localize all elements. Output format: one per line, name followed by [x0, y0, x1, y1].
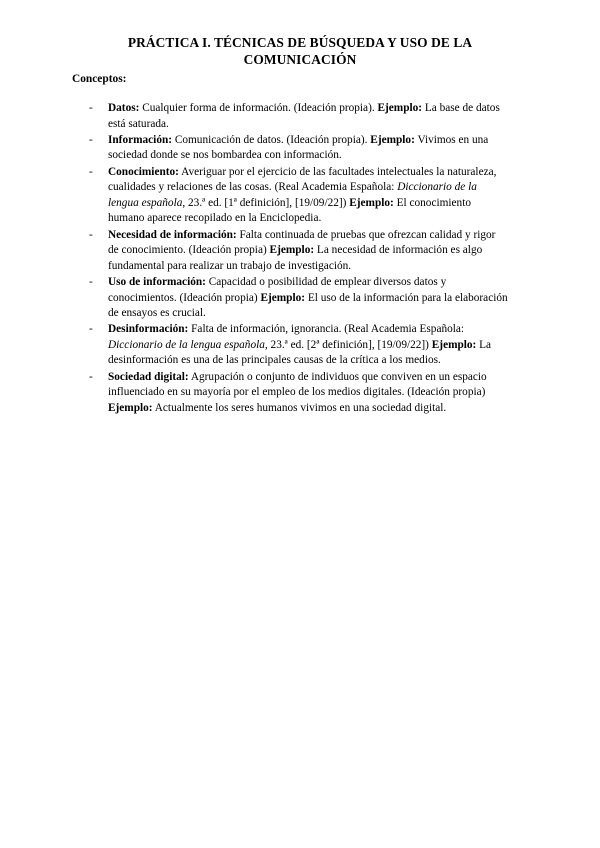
example-label: Ejemplo: — [377, 102, 423, 114]
concept-term: Datos: — [108, 102, 140, 114]
section-label-conceptos: Conceptos: — [72, 73, 127, 85]
example-label: Ejemplo: — [431, 338, 477, 351]
source-details: , 23.ª ed. [2ª definición], [19/09/22]) — [264, 338, 432, 351]
concept-definition: Falta continuada de pruebas que ofrezcan calidad y rigor de conocimiento. (Ideación propia) — [108, 228, 496, 257]
source-title: Diccionario de la lengua española — [108, 181, 477, 209]
bullet-dash: - — [89, 133, 93, 146]
bullet-dash: - — [89, 228, 93, 241]
bullet-dash: - — [89, 275, 93, 288]
concept-term: Información: — [108, 133, 173, 146]
concept-item-necesidad-de-informacion — [72, 228, 508, 275]
concept-item-desinformacion — [72, 322, 508, 369]
concept-term: Sociedad digital: — [108, 370, 189, 383]
bullet-dash: - — [89, 370, 93, 383]
source-details: , 23.ª ed. [1ª definición], [19/09/22]) — [182, 196, 350, 209]
concept-term: Uso de información: — [108, 275, 206, 288]
bullet-dash: - — [89, 102, 93, 114]
concept-item-datos — [72, 101, 508, 132]
example-label: Ejemplo: — [269, 244, 315, 257]
concept-definition: Averiguar por el ejercicio de las facultades intelectuales la naturaleza, cualidades y relaciones de las cosas. (Real Academia Española: — [108, 165, 497, 194]
concept-example: La necesidad de información es algo fundamental para realizar un trabajo de investigación. — [108, 244, 483, 272]
concept-definition: Cualquier forma de información. (Ideación propia). — [139, 102, 378, 114]
concept-term: Necesidad de información: — [108, 228, 237, 241]
concept-example: La desinformación es una de las principales causas de la crítica a los medios. — [108, 338, 492, 367]
concept-item-uso-de-informacion — [72, 275, 508, 322]
example-label: Ejemplo: — [260, 291, 306, 304]
document-title-line-1: PRÁCTICA I. TÉCNICAS DE BÚSQUEDA Y USO DE LA — [127, 35, 473, 50]
concept-definition: Comunicación de datos. (Ideación propia). — [172, 133, 371, 146]
concept-item-conocimiento — [72, 165, 508, 227]
bullet-dash: - — [89, 323, 93, 336]
bullet-dash: - — [89, 165, 93, 178]
concepts-list — [72, 101, 508, 416]
document-title — [92, 34, 508, 68]
concept-definition: Capacidad o posibilidad de emplear diversos datos y conocimientos. (Ideación propia) — [108, 275, 447, 304]
concept-term: Conocimiento: — [108, 165, 179, 178]
concept-item-sociedad-digital — [72, 370, 508, 417]
concept-item-informacion — [72, 133, 508, 164]
concept-example: Actualmente los seres humanos vivimos en una sociedad digital. — [152, 401, 447, 414]
example-label: Ejemplo: — [108, 401, 153, 414]
source-title: Diccionario de la lengua española — [108, 338, 265, 351]
example-label: Ejemplo: — [349, 196, 394, 209]
concept-example: Vivimos en una sociedad donde se nos bombardea con información. — [108, 133, 489, 162]
concept-example: El conocimiento humano aparece recopilado en la Enciclopedia. — [108, 196, 471, 225]
example-label: Ejemplo: — [370, 133, 415, 146]
concept-example: El uso de la información para la elaboración de ensayos es crucial. — [108, 291, 508, 320]
concept-term: Desinformación: — [108, 323, 189, 336]
concept-definition: Falta de información, ignorancia. (Real Academia Española: — [188, 323, 465, 336]
document-title-line-2: COMUNICACIÓN — [243, 52, 357, 67]
concept-definition: Agrupación o conjunto de individuos que conviven en un espacio influenciado en su mayoría por el empleo de los medios digitales. (Ideación propia) — [108, 370, 487, 399]
concept-example: La base de datos está saturada. — [108, 102, 500, 130]
